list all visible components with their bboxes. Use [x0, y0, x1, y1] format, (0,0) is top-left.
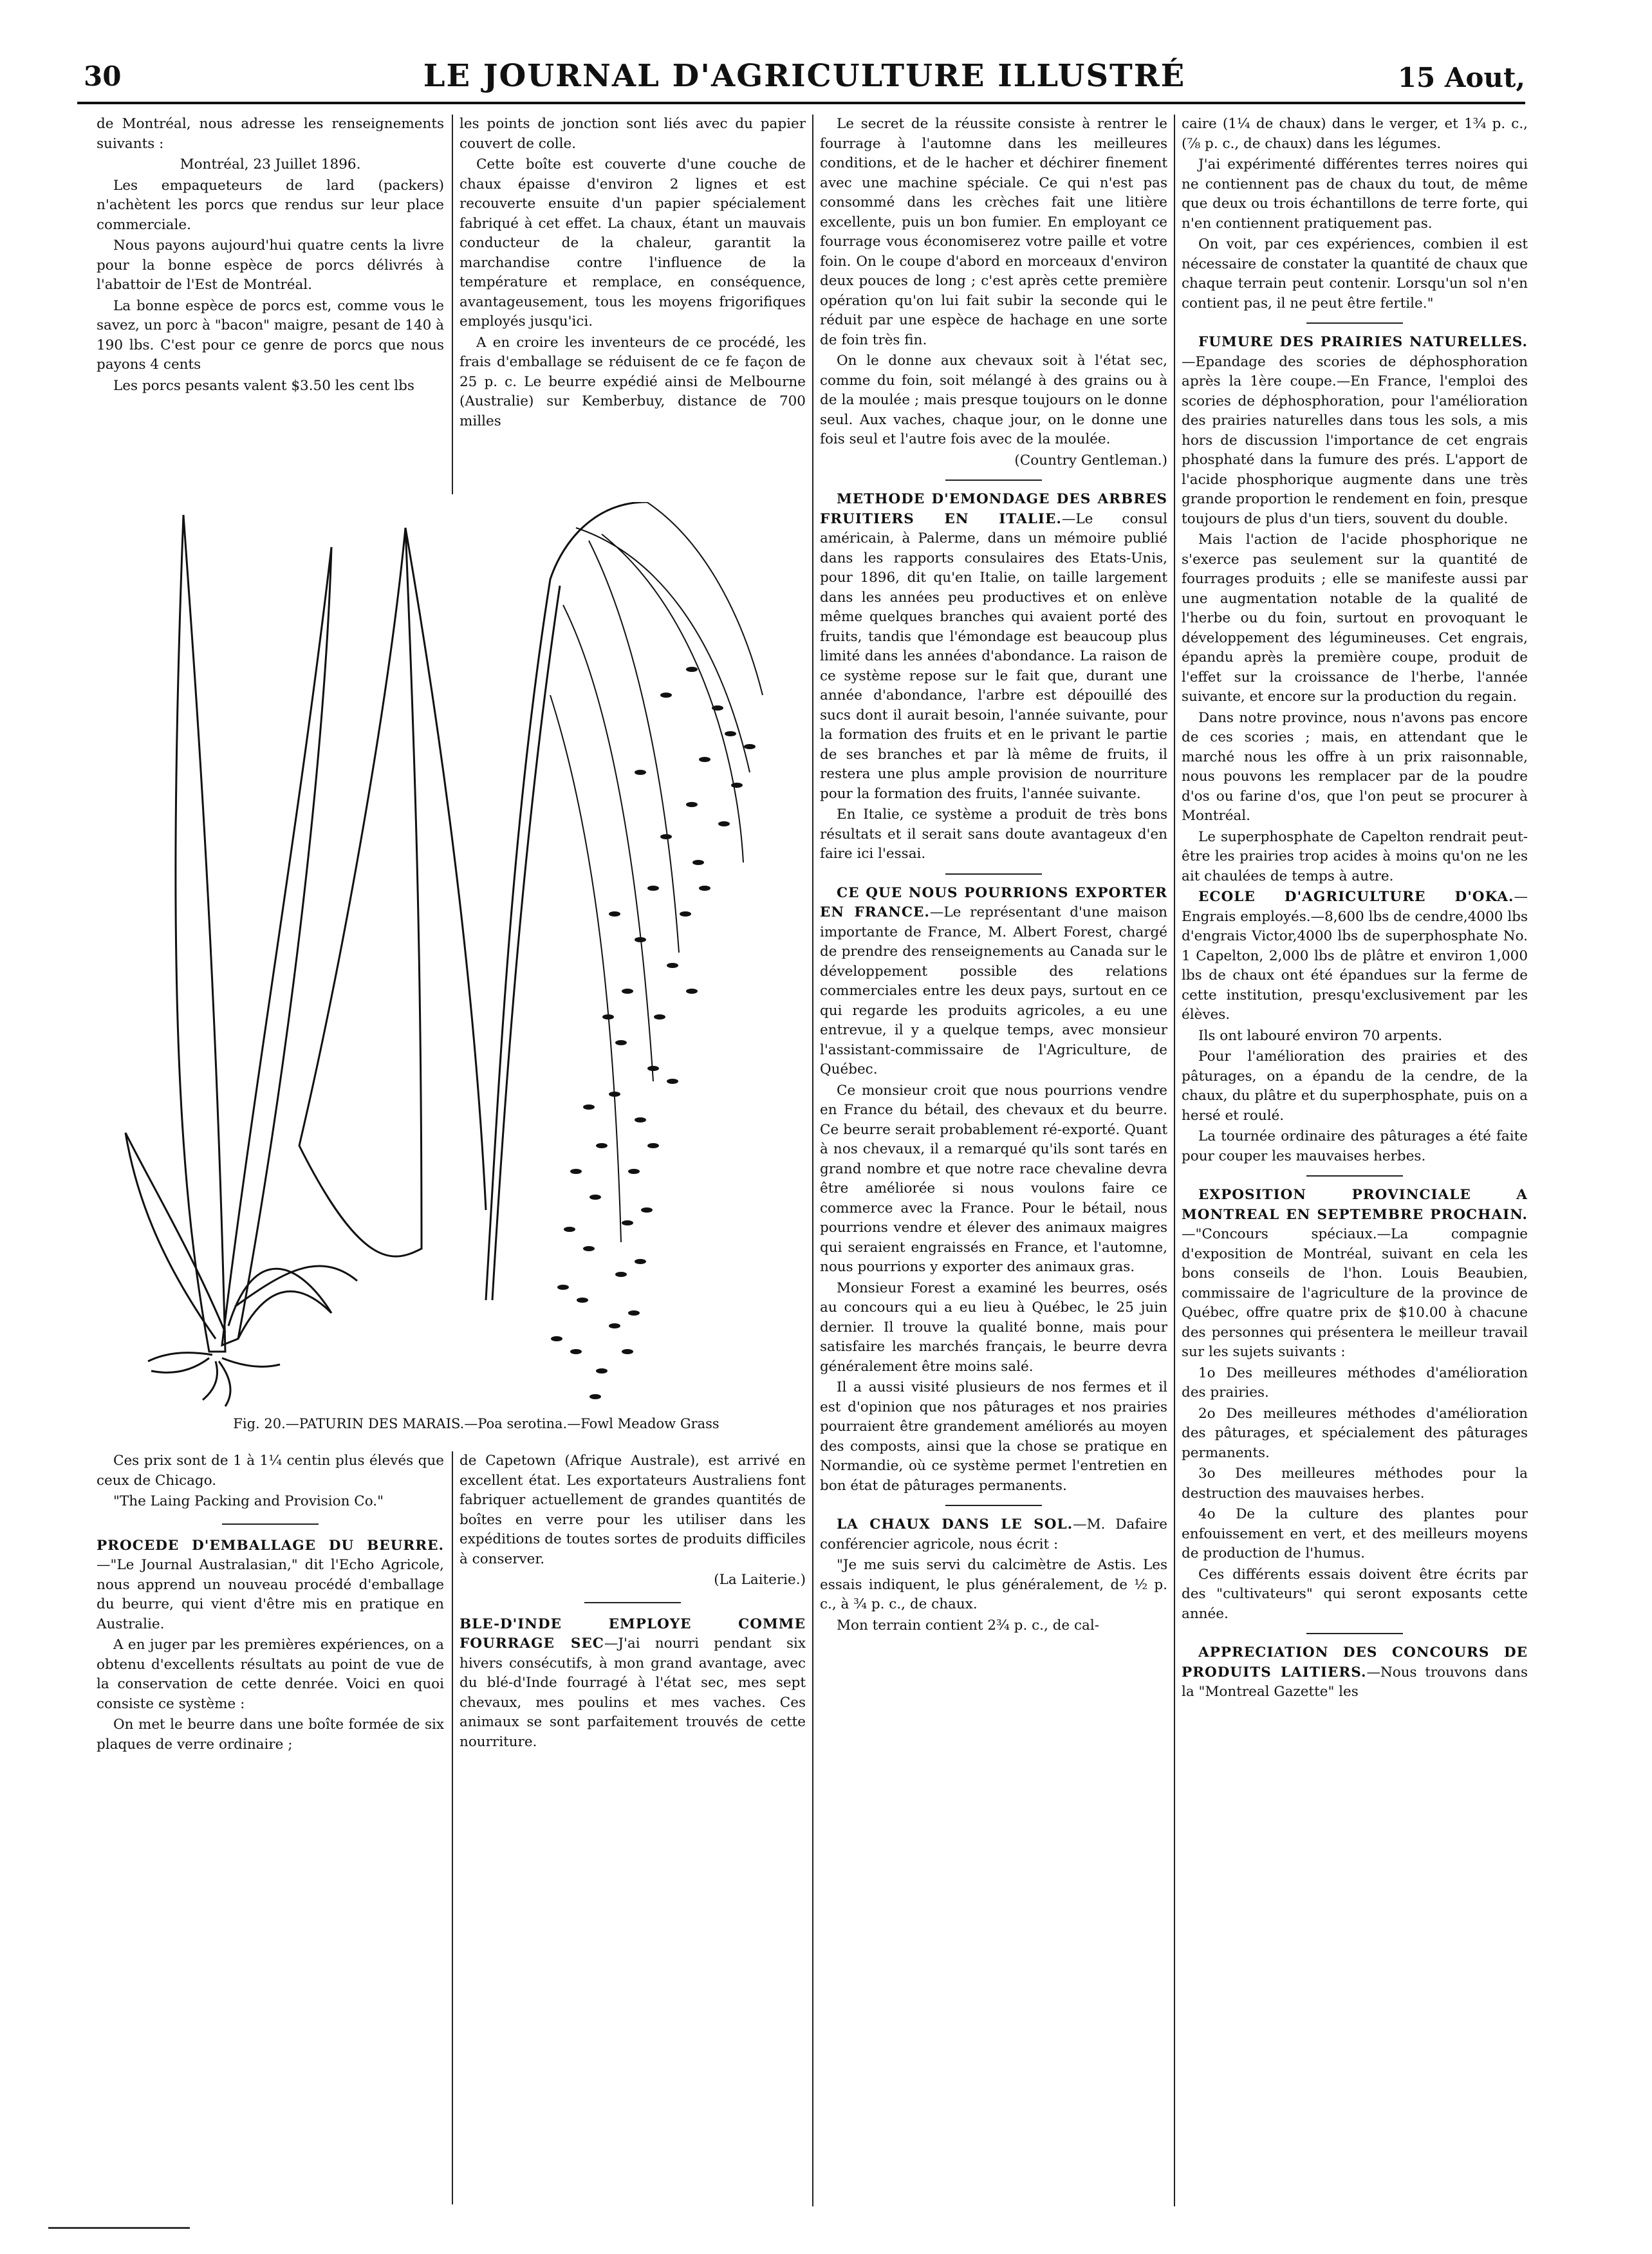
paragraph: de Montréal, nous adresse les renseignements suivants :	[97, 116, 444, 152]
paragraph: Mon terrain contient 2¾ p. c., de cal-	[837, 1617, 1099, 1634]
paragraph: —"Le Journal Australasian," dit l'Echo Agricole, nous apprend un nouveau procédé d'emballage du beurre, qui vient d'être mis en pratique en Australie.	[97, 1557, 444, 1632]
section-heading: METHODE D'EMONDAGE DES ARBRES FRUITIERS EN ITALIE.	[820, 491, 1167, 527]
paragraph: —M. Dafaire conférencier agricole, nous écrit :	[820, 1516, 1167, 1552]
paragraph: Mais l'action de l'acide phosphorique ne s'exerce pas seulement sur la quantité de fourrages produits ; elle se manifeste aussi par une augmentation notable de la qualité de l'herbe ou du foin, surtout en provoquant le développement des légumineuses. Cet engrais, épandu après la première coupe, produit de l'effet sur la croissance de l'herbe, l'année suivante, et encore sur la production du regain.	[1182, 532, 1528, 705]
list-item: 1o Des meilleures méthodes d'amélioration des prairies.	[1182, 1365, 1528, 1401]
separator	[1306, 1175, 1403, 1177]
source-credit: (Country Gentleman.)	[1014, 452, 1167, 469]
paragraph: —"Concours spéciaux.—La compagnie d'exposition de Montréal, suivant en cela les bons conseils de l'hon. Louis Beaubien, commissaire de l'agriculture de la province de Québec, offre quatre prix de $10.00 à chacune des personnes qui présentera le meilleur travail sur les sujets suivants :	[1182, 1226, 1528, 1360]
column-4	[1182, 115, 1528, 1704]
column-1-top	[97, 115, 444, 397]
paragraph: A en croire les inventeurs de ce procédé, les frais d'emballage se réduisent de ce fe façon de 25 p. c. Le beurre expédié ainsi de Melbourne (Australie) sur Kemberbuy, distance de 700 milles	[459, 334, 806, 429]
column-divider	[1174, 115, 1175, 2206]
grass-illustration	[87, 502, 866, 1410]
separator	[1306, 1633, 1403, 1634]
separator	[945, 480, 1042, 481]
paragraph: —Engrais employés.—8,600 lbs de cendre,4000 lbs d'engrais Victor,4000 lbs de superphosphate No. 1 Capelton, 2,000 lbs de plâtre et environ 1,000 lbs de chaux ont été épandues sur la ferme de cette institution, presqu'exclusivement par les élèves.	[1182, 889, 1528, 1023]
masthead-title: LE JOURNAL D'AGRICULTURE ILLUSTRÉ	[423, 58, 1186, 94]
source-credit: (La Laiterie.)	[714, 1572, 806, 1588]
paragraph: —J'ai nourri pendant six hivers consécutifs, à mon grand avantage, avec du blé-d'Inde fourragé à l'état sec, mes sept chevaux, mes poulins et mes vaches. Ces animaux se sont parfaitement trouvés de cette nourriture.	[459, 1635, 806, 1750]
paragraph: de Capetown (Afrique Australe), est arrivé en excellent état. Les exportateurs Australiens font fabriquer actuellement de grandes quantités de boîtes en verre pour les utiliser dans les expéditions de toutes sortes de produits difficiles à conserver.	[459, 1453, 806, 1567]
paragraph: Les empaqueteurs de lard (packers) n'achètent les porcs que rendus sur leur place commerciale.	[97, 177, 444, 233]
column-divider	[452, 1451, 453, 2204]
column-divider	[812, 115, 813, 2206]
column-2-top	[459, 115, 806, 433]
paragraph: J'ai expérimenté différentes terres noires qui ne contiennent pas de chaux du tout, de même que deux ou trois échantillons de terre forte, qui n'en contiennent pratiquement pas.	[1182, 156, 1528, 232]
paragraph: caire (1¼ de chaux) dans le verger, et 1¾ p. c., (⅞ p. c., de chaux) dans les légumes.	[1182, 116, 1528, 152]
paragraph: La bonne espèce de porcs est, comme vous le savez, un porc à "bacon" maigre, pesant de 140 à 190 lbs. C'est pour ce genre de porcs que nous payons 4 cents	[97, 297, 444, 373]
list-item: 2o Des meilleures méthodes d'amélioration des pâturages, et spécialement des pâturages permanents.	[1182, 1405, 1528, 1461]
paragraph: Les porcs pesants valent $3.50 les cent lbs	[113, 377, 414, 394]
column-1-bottom	[97, 1451, 444, 1756]
paragraph: Le superphosphate de Capelton rendrait peut-être les prairies trop acides à moins qu'on ne les ait chaulées de temps à autre.	[1182, 828, 1528, 884]
paragraph: —Le consul américain, à Palerme, dans un mémoire publié dans les rapports consulaires des Etats-Unis, pour 1896, dit qu'en Italie, on taille largement dans les années peu productives et on enlève même quelques branches qui avaient porté des fruits, tandis que l'émondage est beaucoup plus limité dans les années d'abondance. La raison de ce système repose sur le fait que, durant une année d'abondance, l'arbre est dépouillé des sucs dont il aurait besoin, l'année suivante, pour la formation des fruits et en le privant le partie de ses branches et par là même de fruits, il restera une plus ample provision de nourriture pour la formation des fruits, l'année suivante.	[820, 510, 1167, 802]
figure-caption: Fig. 20.—PATURIN DES MARAIS.—Poa serotina.—Fowl Meadow Grass	[233, 1416, 719, 1431]
paragraph: Pour l'amélioration des prairies et des pâturages, on a épandu de la cendre, de la chaux, du plâtre et du superphosphate, puis on a hersé et roulé.	[1182, 1048, 1528, 1124]
paragraph: On met le beurre dans une boîte formée de six plaques de verre ordinaire ;	[97, 1717, 444, 1753]
column-3	[820, 115, 1167, 1637]
paragraph: —Nous trouvons dans la "Montreal Gazette" les	[1182, 1664, 1528, 1700]
paragraph: Ces prix sont de 1 à 1¼ centin plus élevés que ceux de Chicago.	[97, 1453, 444, 1489]
section-heading: CE QUE NOUS POURRIONS EXPORTER EN FRANCE.	[820, 884, 1167, 920]
separator	[222, 1523, 319, 1525]
paragraph: Dans notre province, nous n'avons pas encore de ces scories ; mais, en attendant que le marché nous les offre à un prix raisonnable, nous pouvons les remplacer par de la poudre d'os ou farine d'os, que l'on peut se procurer à Montréal.	[1182, 709, 1528, 824]
separator	[945, 1505, 1042, 1506]
separator	[1306, 322, 1403, 324]
paragraph: —Epandage des scories de déphosphoration après la 1ère coupe.—En France, l'emploi des scories de déphosphoration, pour l'amélioration des prairies naturelles dans tous les sols, a mis hors de discussion l'importance de cet engrais phosphaté dans la fumure des prés. L'apport de l'acide phosphorique augmente dans une très grande proportion le rendement en foin, presque toujours de plus d'un tiers, souvent du double.	[1182, 353, 1528, 527]
paragraph: les points de jonction sont liés avec du papier couvert de colle.	[459, 116, 806, 152]
signature: "The Laing Packing and Provision Co."	[113, 1493, 384, 1509]
separator	[945, 873, 1042, 875]
paragraph: Il a aussi visité plusieurs de nos fermes et il est d'opinion que nos pâturages et nos prairies pourraient être grandement améliorés au moyen des composts, ainsi que la chose se pratique en Normandie, où ce système permet l'entretien en bon état de pâturages permanents.	[820, 1379, 1167, 1494]
paragraph: On le donne aux chevaux soit à l'état sec, comme du foin, soit mélangé à des grains ou à de la moulée ; mais presque toujours on le donne seul. Aux vaches, chaque jour, on le donne une fois seul et l'autre fois avec de la moulée.	[820, 353, 1167, 447]
paragraph: La tournée ordinaire des pâturages a été faite pour couper les mauvaises herbes.	[1182, 1128, 1528, 1164]
paragraph: Ils ont labouré environ 70 arpents.	[1198, 1027, 1443, 1044]
section-heading: APPRECIATION DES CONCOURS DE PRODUITS LAITIERS.	[1182, 1644, 1528, 1681]
paragraph: Cette boîte est couverte d'une couche de chaux épaisse d'environ 2 lignes et est recouverte ensuite d'un papier spécialement fabriqué à cet effet. La chaux, étant un mauvais conducteur de la chaleur, garantit la marchandise contre l'influence de la température et remplace, en conséquence, avantageusement, tous les moyens frigorifiques employés jusqu'ici.	[459, 156, 806, 330]
list-item: 4o De la culture des plantes pour enfouissement en vert, et des meilleurs moyens de production de l'humus.	[1182, 1506, 1528, 1561]
paragraph: En Italie, ce système a produit de très bons résultats et il serait sans doute avantageux d'en faire ici l'essai.	[820, 806, 1167, 862]
paragraph: Ce monsieur croit que nous pourrions vendre en France du bétail, des chevaux et du beurre. Ce beurre serait probablement ré-exporté. Quant à nos chevaux, il a remarqué qu'ils sont tarés en grand nombre et que notre race chevaline devra être améliorée si nous voulons faire ce commerce avec la France. Pour le bétail, nous pourrions vendre et élever des animaux maigres qui seraient engraissés en France, et l'automne, nous pourrions y exporter des animaux gras.	[820, 1082, 1167, 1275]
paragraph: —Le représentant d'une maison importante de France, M. Albert Forest, chargé de prendre des renseignements au Canada sur le développement possible des relations commerciales entre les deux pays, surtout en ce qui regarde les produits agricoles, a eu une entrevue, il y a quelque temps, avec monsieur l'assistant-commissaire de l'Agriculture, de Québec.	[820, 904, 1167, 1077]
section-heading: BLE-D'INDE EMPLOYE COMME FOURRAGE SEC	[459, 1616, 806, 1652]
paragraph: Le secret de la réussite consiste à rentrer le fourrage à l'automne dans les meilleures conditions, et de le hacher et déchirer finement avec une machine spéciale. Ce qui n'est pas consommé dans les crèches fait une litière excellente, puis un bon fumier. En employant ce fourrage vous économiserez votre paille et votre foin. On le coupe d'abord en morceaux d'environ deux pouces de long ; c'est après cette première opération qu'on lui fait subir la seconde qui le réduit par une espèce de hachage en une sorte de foin très fin.	[820, 116, 1167, 348]
list-item: 3o Des meilleures méthodes pour la destruction des mauvaises herbes.	[1182, 1466, 1528, 1502]
page-header	[84, 51, 1525, 109]
column-divider	[452, 115, 453, 494]
paragraph: Ces différents essais doivent être écrits par des "cultivateurs" qui seront exposants cette année.	[1182, 1566, 1528, 1622]
paragraph: Monsieur Forest a examiné les beurres, osés au concours qui a eu lieu à Québec, le 25 juin dernier. Il trouve la qualité bonne, mais pour satisfaire les marchés français, le beurre devra généralement être moins salé.	[820, 1280, 1167, 1375]
page-number: 30	[84, 61, 122, 92]
section-heading: PROCEDE D'EMBALLAGE DU BEURRE.	[97, 1537, 444, 1554]
column-2-bottom	[459, 1451, 806, 1753]
paragraph: "Je me suis servi du calcimètre de Astis. Les essais indiquent, le plus généralement, de ½ p. c., à ¾ p. c., de chaux.	[820, 1557, 1167, 1612]
section-heading: ECOLE D'AGRICULTURE D'OKA.	[1198, 889, 1514, 905]
header-rule	[77, 102, 1525, 104]
dateline: Montréal, 23 Juillet 1896.	[180, 156, 361, 172]
section-heading: EXPOSITION PROVINCIALE A MONTREAL EN SEPTEMBRE PROCHAIN.	[1182, 1187, 1528, 1223]
paragraph: On voit, par ces expériences, combien il est nécessaire de constater la quantité de chaux que chaque terrain peut contenir. Lorsqu'un sol n'en contient pas, il ne peut être fertile."	[1182, 236, 1528, 312]
paragraph: Nous payons aujourd'hui quatre cents la livre pour la bonne espèce de porcs délivrés à l'abattoir de l'Est de Montréal.	[97, 238, 444, 293]
section-heading: FUMURE DES PRAIRIES NATURELLES.	[1198, 334, 1528, 350]
footer-rule	[48, 2227, 190, 2229]
separator	[584, 1602, 681, 1603]
paragraph: A en juger par les premières expériences, on a obtenu d'excellents résultats au point de vue de la conservation de cette denrée. Voici en quoi consiste ce système :	[97, 1637, 444, 1712]
issue-date: 15 Aout,	[1397, 62, 1525, 93]
section-heading: LA CHAUX DANS LE SOL.	[837, 1516, 1073, 1532]
